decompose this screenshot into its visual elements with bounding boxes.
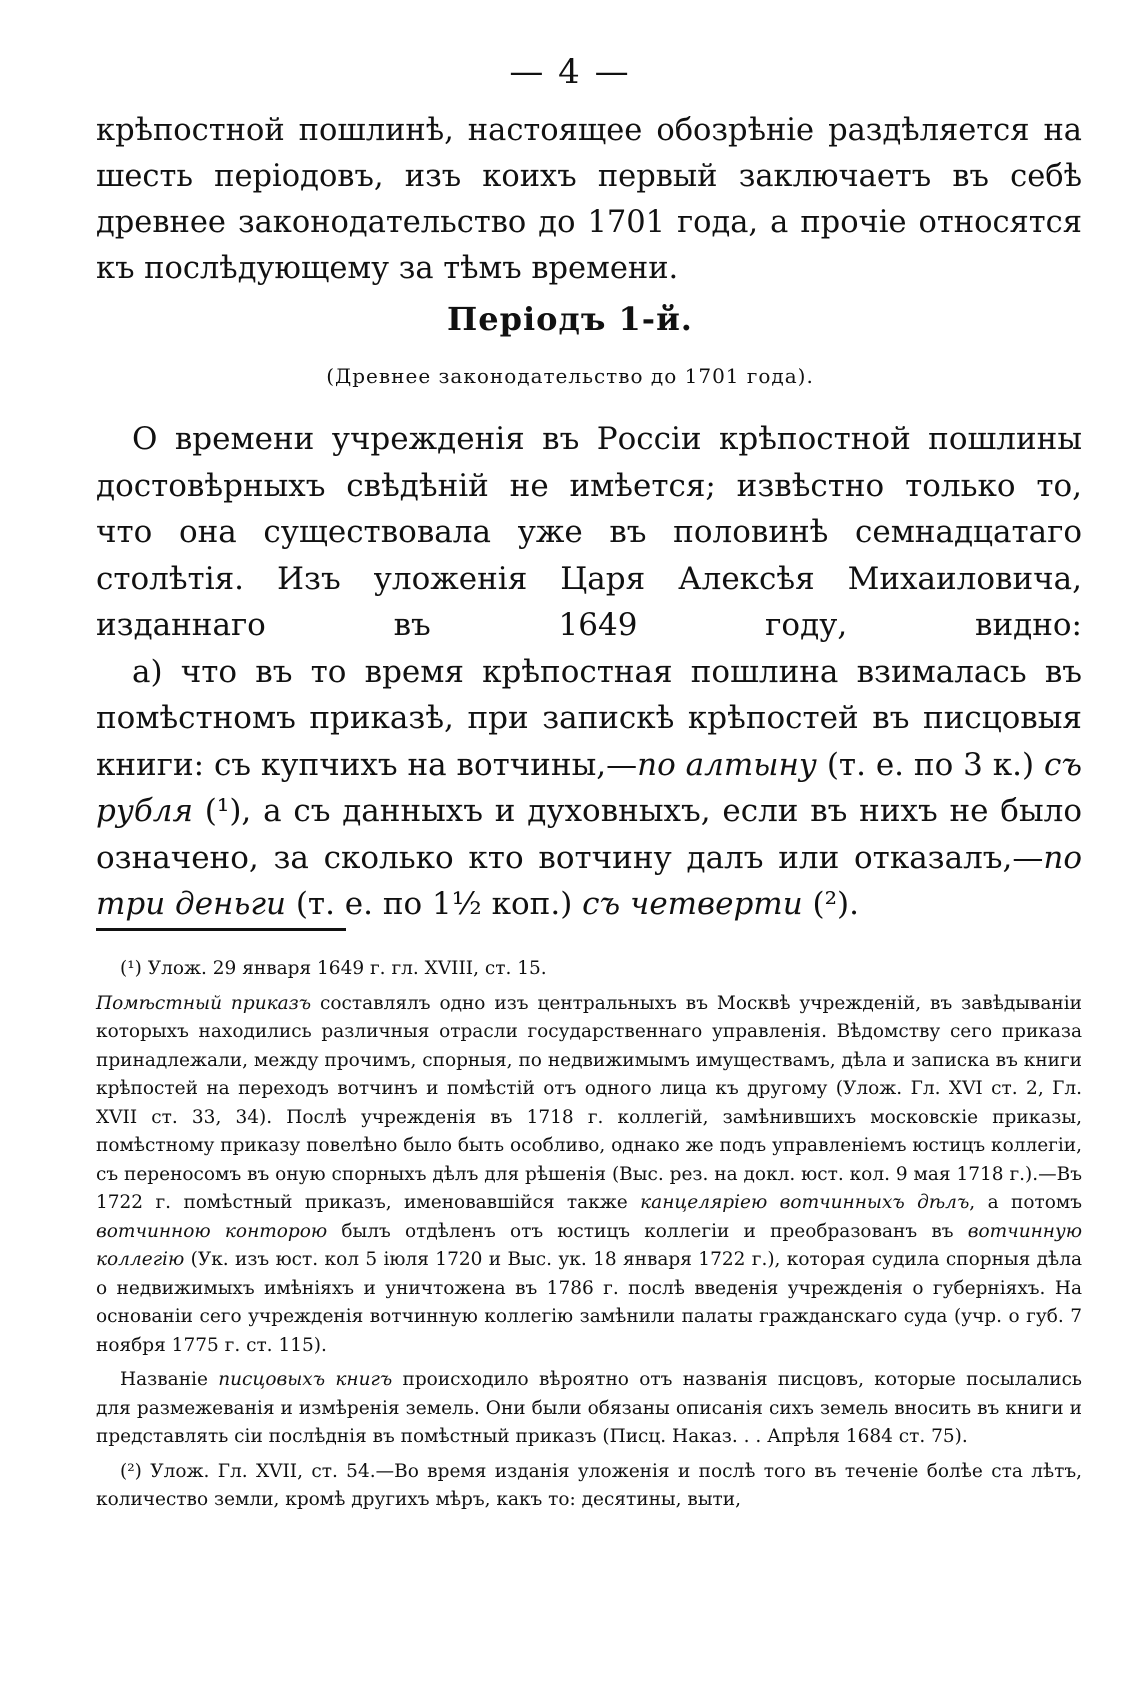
- footnote-1b-emphasis-1: писцовыхъ книгъ: [218, 1369, 393, 1390]
- footnote-1-emphasis-3: вотчинною конторою: [96, 1220, 328, 1242]
- item-a-text-1: а) что въ то время крѣпостная пошлина взималась въ помѣстномъ приказѣ, при запискѣ крѣпостей въ писцовыя книги: съ купчихъ на вотчины,—: [96, 653, 1082, 783]
- footnote-1-emphasis-2: канцеляріею вотчинныхъ дѣлъ: [640, 1192, 970, 1213]
- footnote-1-body: [96, 990, 1082, 1361]
- period-subheading: (Древнее законодательство до 1701 года).: [326, 364, 814, 388]
- item-a-emphasis-1: по алтыну: [637, 746, 817, 783]
- item-a-emphasis-3: по три деньги: [96, 839, 1082, 922]
- footnote-2-body: (²) Улож. Гл. XVII, ст. 54.—Во время изданія уложенія и послѣ того въ теченіе болѣе ста лѣтъ, количество земли, кромѣ другихъ мѣръ, какъ то: десятины, выти,: [96, 1460, 1082, 1510]
- footnote-1-emphasis-4: вотчинную коллегію: [96, 1220, 1082, 1270]
- item-a-text-5: (²).: [802, 886, 859, 922]
- footnote-1b-text-2: происходило вѣроятно отъ названія писцовъ, которые посылались для размежеванія и измѣренія земель. Они были обязаны описанія сихъ земель вносить въ книги и представлять сіи послѣднія въ помѣстный приказъ (Писц. Наказ. . . Апрѣля 1684 ст. 75).: [96, 1369, 1083, 1447]
- footnote-1b-body: [96, 1366, 1082, 1452]
- item-a-emphasis-2: съ рубля: [96, 746, 1083, 829]
- footnote-1-emphasis-1: Помѣстный приказъ: [96, 992, 312, 1014]
- footnote-1-text-4: (Ук. изъ юст. кол 5 іюля 1720 и Выс. ук. 18 января 1722 г.), которая судила спорныя дѣла о недвижимыхъ имѣніяхъ и уничтожена въ 1786 г. послѣ введенія учрежденія о губерніяхъ. На основаніи сего учрежденія вотчинную коллегію замѣнили палаты гражданскаго суда (учр. о губ. 7 ноября 1775 г. ст. 115).: [96, 1249, 1082, 1356]
- footnote-1-text-1: составлялъ одно изъ центральныхъ въ Москвѣ учрежденій, въ завѣдываніи которыхъ находились различныя отрасли государственнаго управленія. Вѣдомству сего приказа принадлежали, между прочимъ, спорныя, по недвижимымъ имуществамъ, дѣла и записка въ книги крѣпостей на переходъ вотчинъ и помѣстій отъ одного лица къ другому (Улож. Гл. XVI ст. 2, Гл. XVII ст. 33, 34). Послѣ учрежденія въ 1718 г. коллегій, замѣнившихъ московскіе приказы, помѣстному приказу повелѣно было быть особливо, однако же подъ управленіемъ юстицъ коллегіи, съ переносомъ въ оную спорныхъ дѣлъ для рѣшенія (Выс. рез. на докл. юст. кол. 9 мая 1718 г.).—Въ 1722 г. помѣстный приказъ, именовавшійся также: [96, 992, 1082, 1213]
- item-a-paragraph: [96, 649, 1082, 928]
- footnote-1-text-2: , а потомъ: [969, 1192, 1082, 1213]
- item-a-text-4: (т. е. по 1½ коп.): [285, 886, 583, 922]
- footnote-divider: [96, 928, 346, 931]
- footnote-1-reference: (¹) Улож. 29 января 1649 г. гл. XVIII, ст. 15.: [120, 958, 547, 979]
- intro-paragraph: [96, 108, 1082, 292]
- footnotes: [96, 955, 1082, 1521]
- footnote-1-text-3: былъ отдѣленъ отъ юстицъ коллегіи и преобразованъ въ: [327, 1220, 968, 1242]
- period-heading: Періодъ 1-й.: [447, 300, 693, 338]
- main-text: [96, 416, 1082, 928]
- item-a-emphasis-4: съ четверти: [582, 886, 803, 922]
- item-a-text-2: (т. е. по 3 к.): [816, 746, 1044, 783]
- item-a-text-3: (¹), а съ данныхъ и духовныхъ, если въ нихъ не было означено, за сколько кто вотчину далъ или отказалъ,—: [96, 793, 1082, 876]
- footnote-1b-text-1: Названіе: [120, 1369, 219, 1390]
- page-number: — 4 —: [509, 52, 631, 92]
- intro-text: крѣпостной пошлинѣ, настоящее обозрѣніе раздѣляется на шесть періодовъ, изъ коихъ первый заключаетъ въ себѣ древнее законодательство до 1701 года, а прочіе относятся къ послѣдующему за тѣмъ времени.: [96, 113, 1082, 286]
- paragraph-origin: О времени учрежденія въ Россіи крѣпостной пошлины достовѣрныхъ свѣдѣній не имѣется; извѣстно только то, что она существовала уже въ половинѣ семнадцатаго столѣтія. Изъ уложенія Царя Алексѣя Михаиловича, изданнаго въ 1649 году, видно:: [96, 421, 1082, 643]
